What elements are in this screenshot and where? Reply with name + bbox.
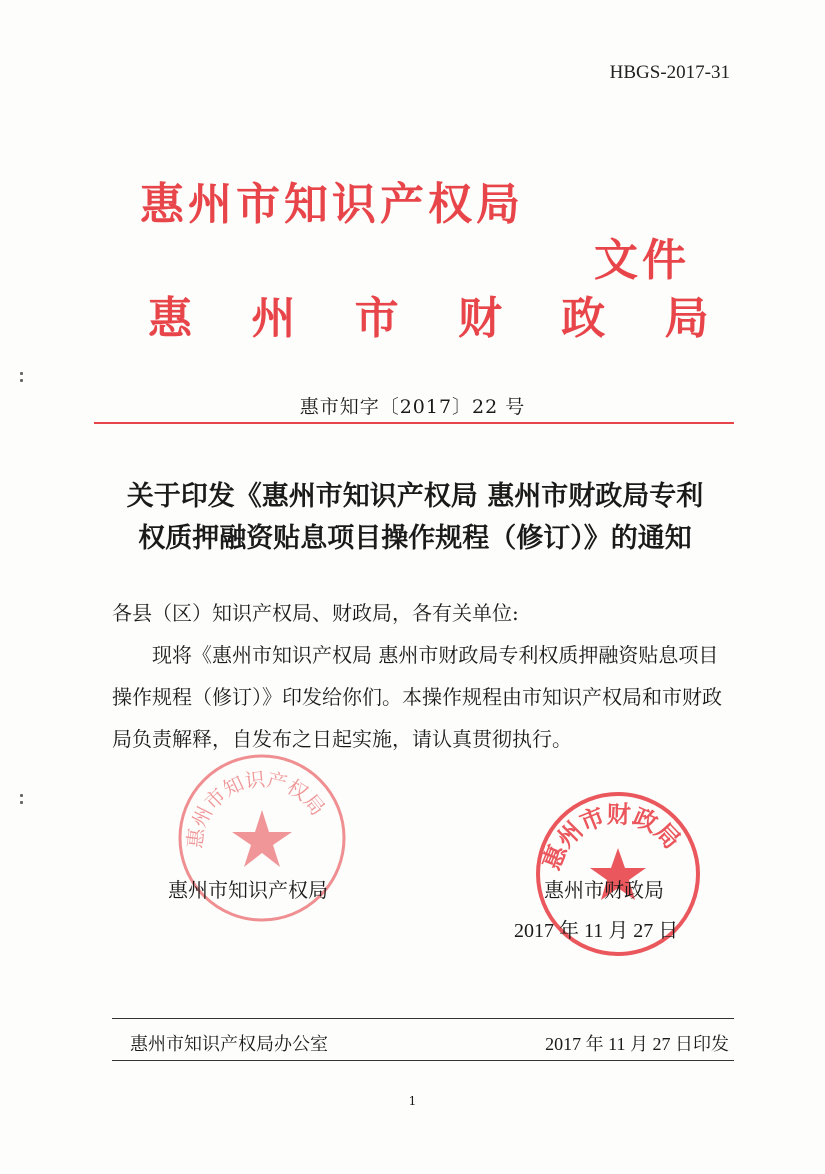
svg-text:惠州市财政局: 惠州市财政局 [537,800,686,874]
document-code: HBGS-2017-31 [609,62,730,83]
document-number: 惠市知字〔2017〕22 号 [299,396,526,418]
page-number: 1 [408,1094,417,1108]
signature-date: 2017 年 11 月 27 日 [514,920,679,942]
footer-bottom-rule [112,1060,734,1061]
document-title [90,476,740,560]
signer-ipo: 惠州市知识产权局 [168,878,328,902]
footer-top-rule [112,1018,734,1019]
red-divider [94,422,734,424]
binding-mark [18,790,24,820]
issue-date: 2017 年 11 月 27 日印发 [545,1034,729,1054]
title-line-2: 权质押融资贴息项目操作规程（修订）》的通知 [138,523,692,554]
issuer-document-word: 文件 [594,235,690,286]
title-line-1: 关于印发《惠州市知识产权局 惠州市财政局专利 [126,481,704,512]
svg-text:惠州市知识产权局: 惠州市知识产权局 [182,767,330,850]
salutation: 各县（区）知识产权局、财政局，各有关单位: [112,601,519,625]
body-paragraph: 现将《惠州市知识产权局 惠州市财政局专利权质押融资贴息项目操作规程（修订）》印发给你们。本操作规程由市知识产权局和市财政局负责解释，自发布之日起实施，请认真贯彻执行。 [112,643,722,751]
signer-finance: 惠州市财政局 [544,878,664,902]
issuer-name-2: 惠 州 市 财 政 局 [148,293,731,344]
issuing-office: 惠州市知识产权局办公室 [130,1034,328,1055]
issuer-name-1: 惠州市知识产权局 [140,179,524,230]
